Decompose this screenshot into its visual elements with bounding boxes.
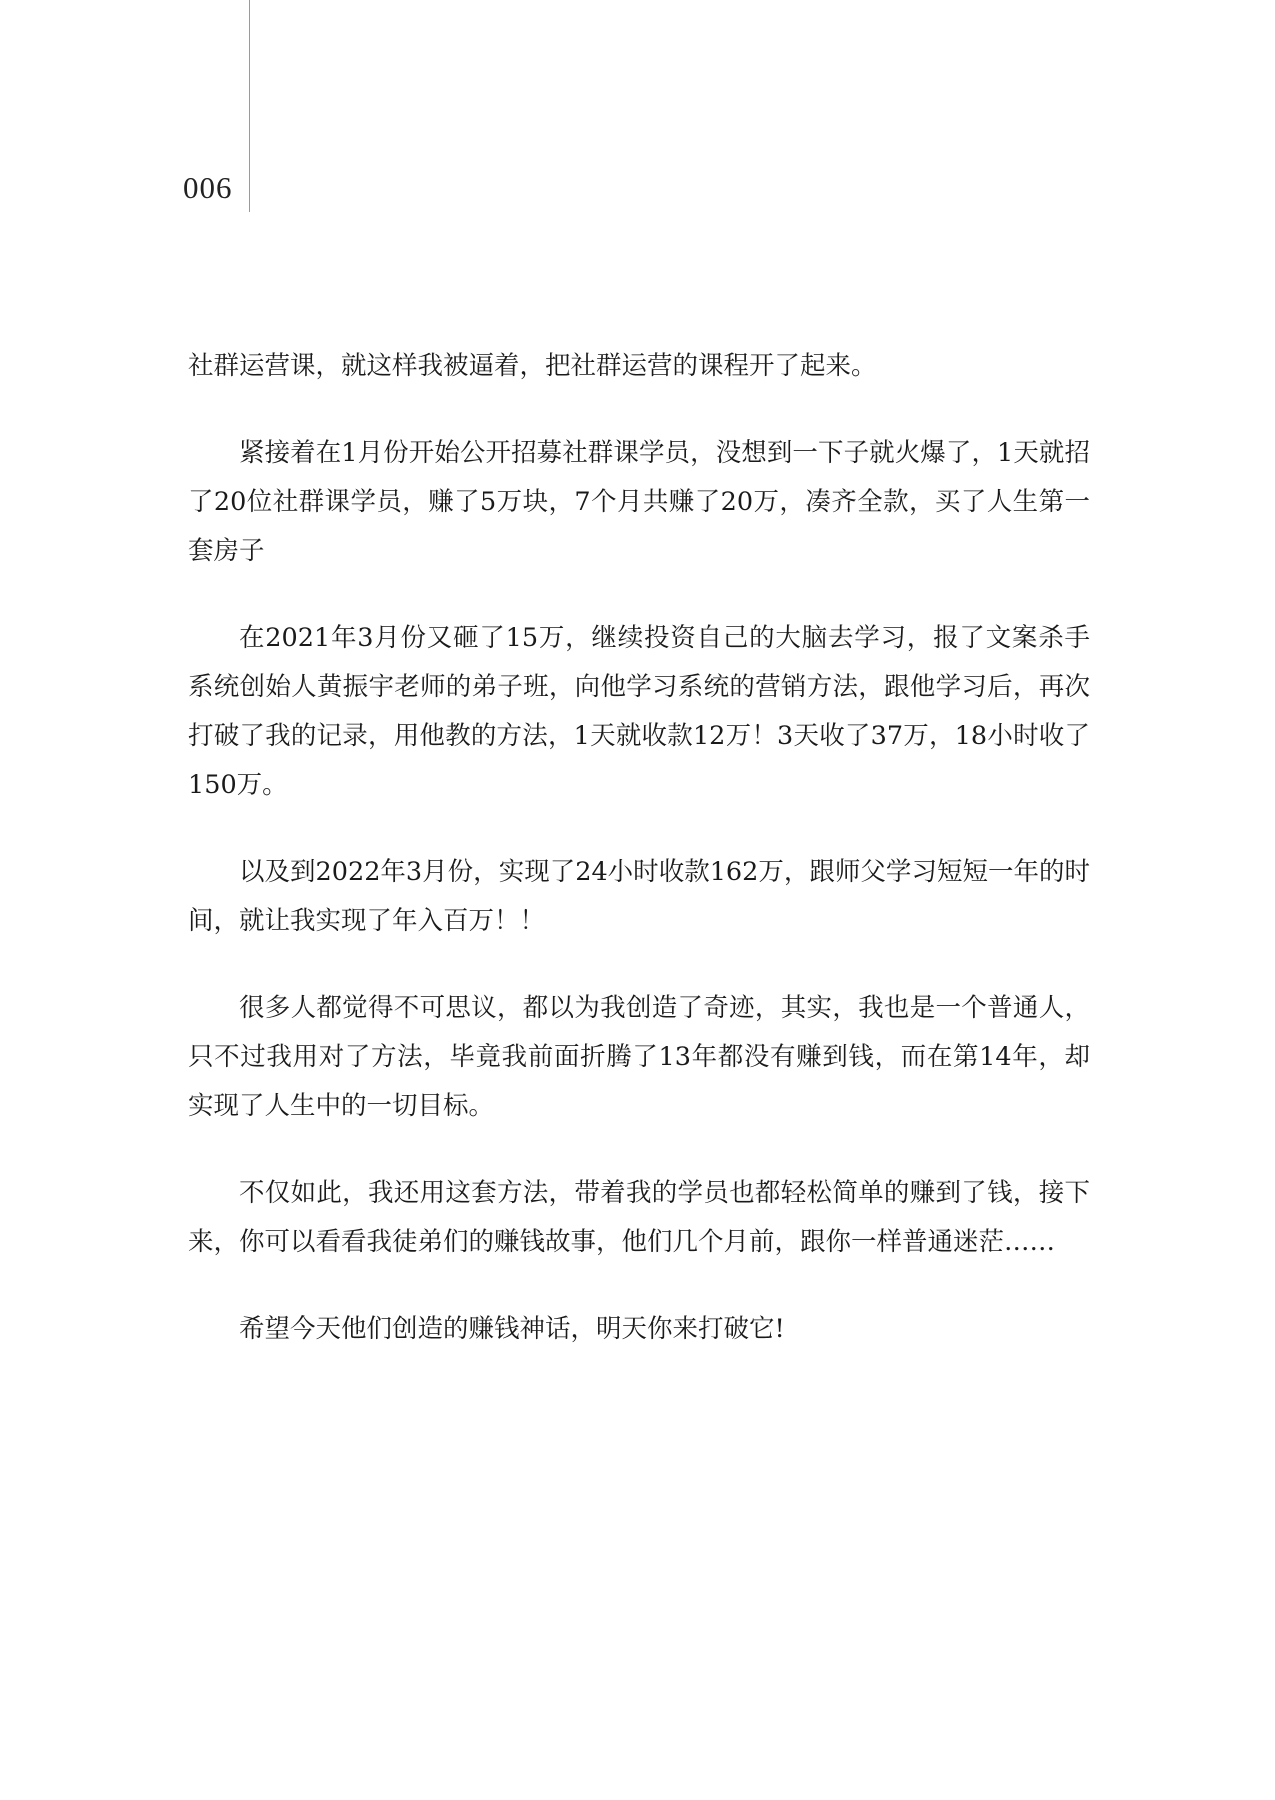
body-text xyxy=(188,342,1090,1392)
paragraph-5: 很多人都觉得不可思议，都以为我创造了奇迹，其实，我也是一个普通人，只不过我用对了方法，毕竟我前面折腾了13年都没有赚到钱，而在第14年，却实现了人生中的一切目标。 xyxy=(188,993,1090,1121)
paragraph-1: 社群运营课，就这样我被逼着，把社群运营的课程开了起来。 xyxy=(188,351,877,381)
paragraph-6: 不仅如此，我还用这套方法，带着我的学员也都轻松简单的赚到了钱，接下来，你可以看看我徒弟们的赚钱故事，他们几个月前，跟你一样普通迷茫…… xyxy=(188,1178,1090,1257)
paragraph-4: 以及到2022年3月份，实现了24小时收款162万，跟师父学习短短一年的时间，就让我实现了年入百万！！ xyxy=(188,857,1090,936)
margin-rule xyxy=(249,0,250,212)
paragraph-2: 紧接着在1月份开始公开招募社群课学员，没想到一下子就火爆了，1天就招了20位社群课学员，赚了5万块，7个月共赚了20万，凑齐全款，买了人生第一套房子 xyxy=(188,438,1090,566)
paragraph-7: 希望今天他们创造的赚钱神话，明天你来打破它! xyxy=(239,1314,785,1344)
page-number: 006 xyxy=(183,170,233,205)
paragraph-3: 在2021年3月份又砸了15万，继续投资自己的大脑去学习，报了文案杀手系统创始人黄振宇老师的弟子班，向他学习系统的营销方法，跟他学习后，再次打破了我的记录，用他教的方法，1天就收款12万！3天收了37万，18小时收了150万。 xyxy=(188,623,1090,800)
